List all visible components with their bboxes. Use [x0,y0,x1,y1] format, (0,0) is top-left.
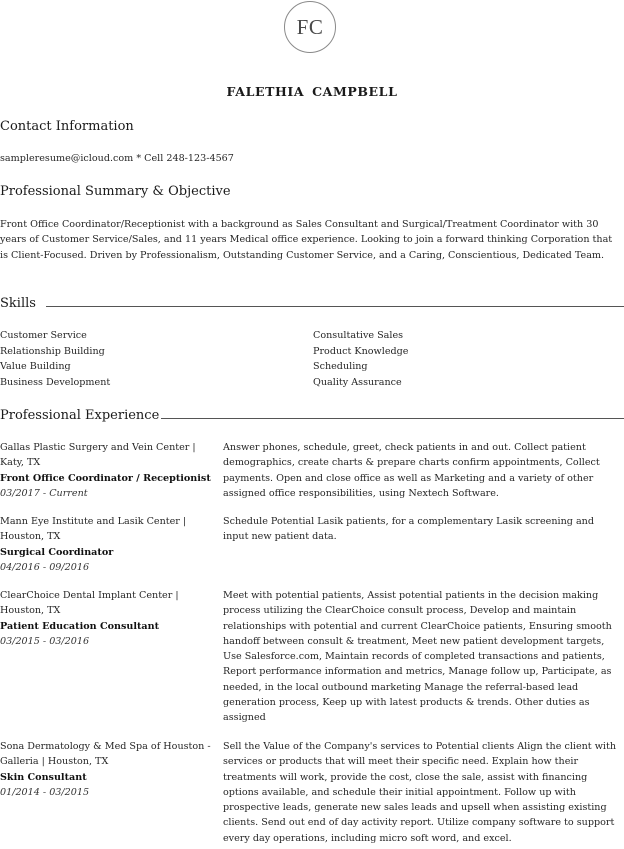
skill-item: Customer Service [0,330,87,341]
job-employer: Mann Eye Institute and Lasik Center | Houston, TX [0,516,187,543]
job-role: Skin Consultant [0,771,87,783]
job-dates: 03/2017 - Current [0,487,88,499]
skills-list-right [313,328,408,390]
monogram-badge: FC [284,1,336,53]
job-role: Patient Education Consultant [0,620,160,632]
job-meta [0,514,222,575]
skill-item: Value Building [0,361,71,372]
skills-list-left [0,328,110,390]
skill-item: Consultative Sales [313,330,404,341]
experience-divider [161,418,624,419]
skills-heading: Skills [0,296,36,311]
skills-divider [46,306,624,307]
job-employer: Gallas Plastic Surgery and Vein Center | Katy, TX [0,442,196,469]
job-dates: 03/2015 - 03/2016 [0,635,90,647]
job-employer: Sona Dermatology & Med Spa of Houston - Galleria | Houston, TX [0,741,211,768]
contact-details: sampleresume@icloud.com * Cell 248-123-4567 [0,153,234,164]
job-meta [0,588,222,649]
job-meta [0,440,222,501]
job-description: Schedule Potential Lasik patients, for a complementary Lasik screening and input new patient data. [223,516,594,543]
job-description: Answer phones, schedule, greet, check patients in and out. Collect patient demographics, create charts & prepare charts confirm appointments, Collect payments. Open and close office as well as Marketing and a variety of other assigned office responsibilities, using Nextech Software. [223,442,600,499]
skill-item: Business Development [0,376,111,388]
summary-heading: Professional Summary & Objective [0,184,231,199]
skill-item: Scheduling [313,361,368,372]
job-role: Front Office Coordinator / Receptionist [0,472,211,484]
job-description: Meet with potential patients, Assist potential patients in the decision making process utilizing the ClearChoice consult process, Develop and maintain relationships with potential and current ClearChoice patients, Ensuring smooth handoff between consult & treatment, Meet new patient development targets, Use Salesforce.com, Maintain records of completed transactions and patients, Report performance information and metrics, Manage follow up, Participate, as needed, in the local outbound marketing Manage the referral-based lead generation process, Keep up with latest products & trends. Other duties as assigned [223,590,612,724]
job-role: Surgical Coordinator [0,546,114,558]
contact-heading: Contact Information [0,119,134,134]
job-employer: ClearChoice Dental Implant Center | Houston, TX [0,590,179,617]
job-description: Sell the Value of the Company's services to Potential clients Align the client with services or products that will meet their specific need. Explain how their treatments will work, provide the cost, close the sale, assist with financing options available, and schedule their initial appointment. Follow up with prospective leads, generate new sales leads and upsell when assisting existing clients. Send out end of day activity report. Utilize company software to support every day operations, including micro soft word, and excel. [223,741,617,844]
skill-item: Product Knowledge [313,345,409,357]
candidate-name: FALETHIA CAMPBELL [226,84,398,99]
summary-text: Front Office Coordinator/Receptionist with a background as Sales Consultant and Surgical/Treatment Coordinator with 30 years of Customer Service/Sales, and 11 years Medical office experience. Looking to join a forward thinking Corporation that is Client-Focused. Driven by Professionalism, Outstanding Customer Service, and a Caring, Conscientious, Dedicated Team. [0,219,613,261]
skill-item: Relationship Building [0,345,105,357]
job-dates: 01/2014 - 03/2015 [0,786,90,798]
skill-item: Quality Assurance [313,376,402,388]
experience-heading: Professional Experience [0,408,160,423]
job-dates: 04/2016 - 09/2016 [0,561,90,573]
job-meta [0,739,222,800]
